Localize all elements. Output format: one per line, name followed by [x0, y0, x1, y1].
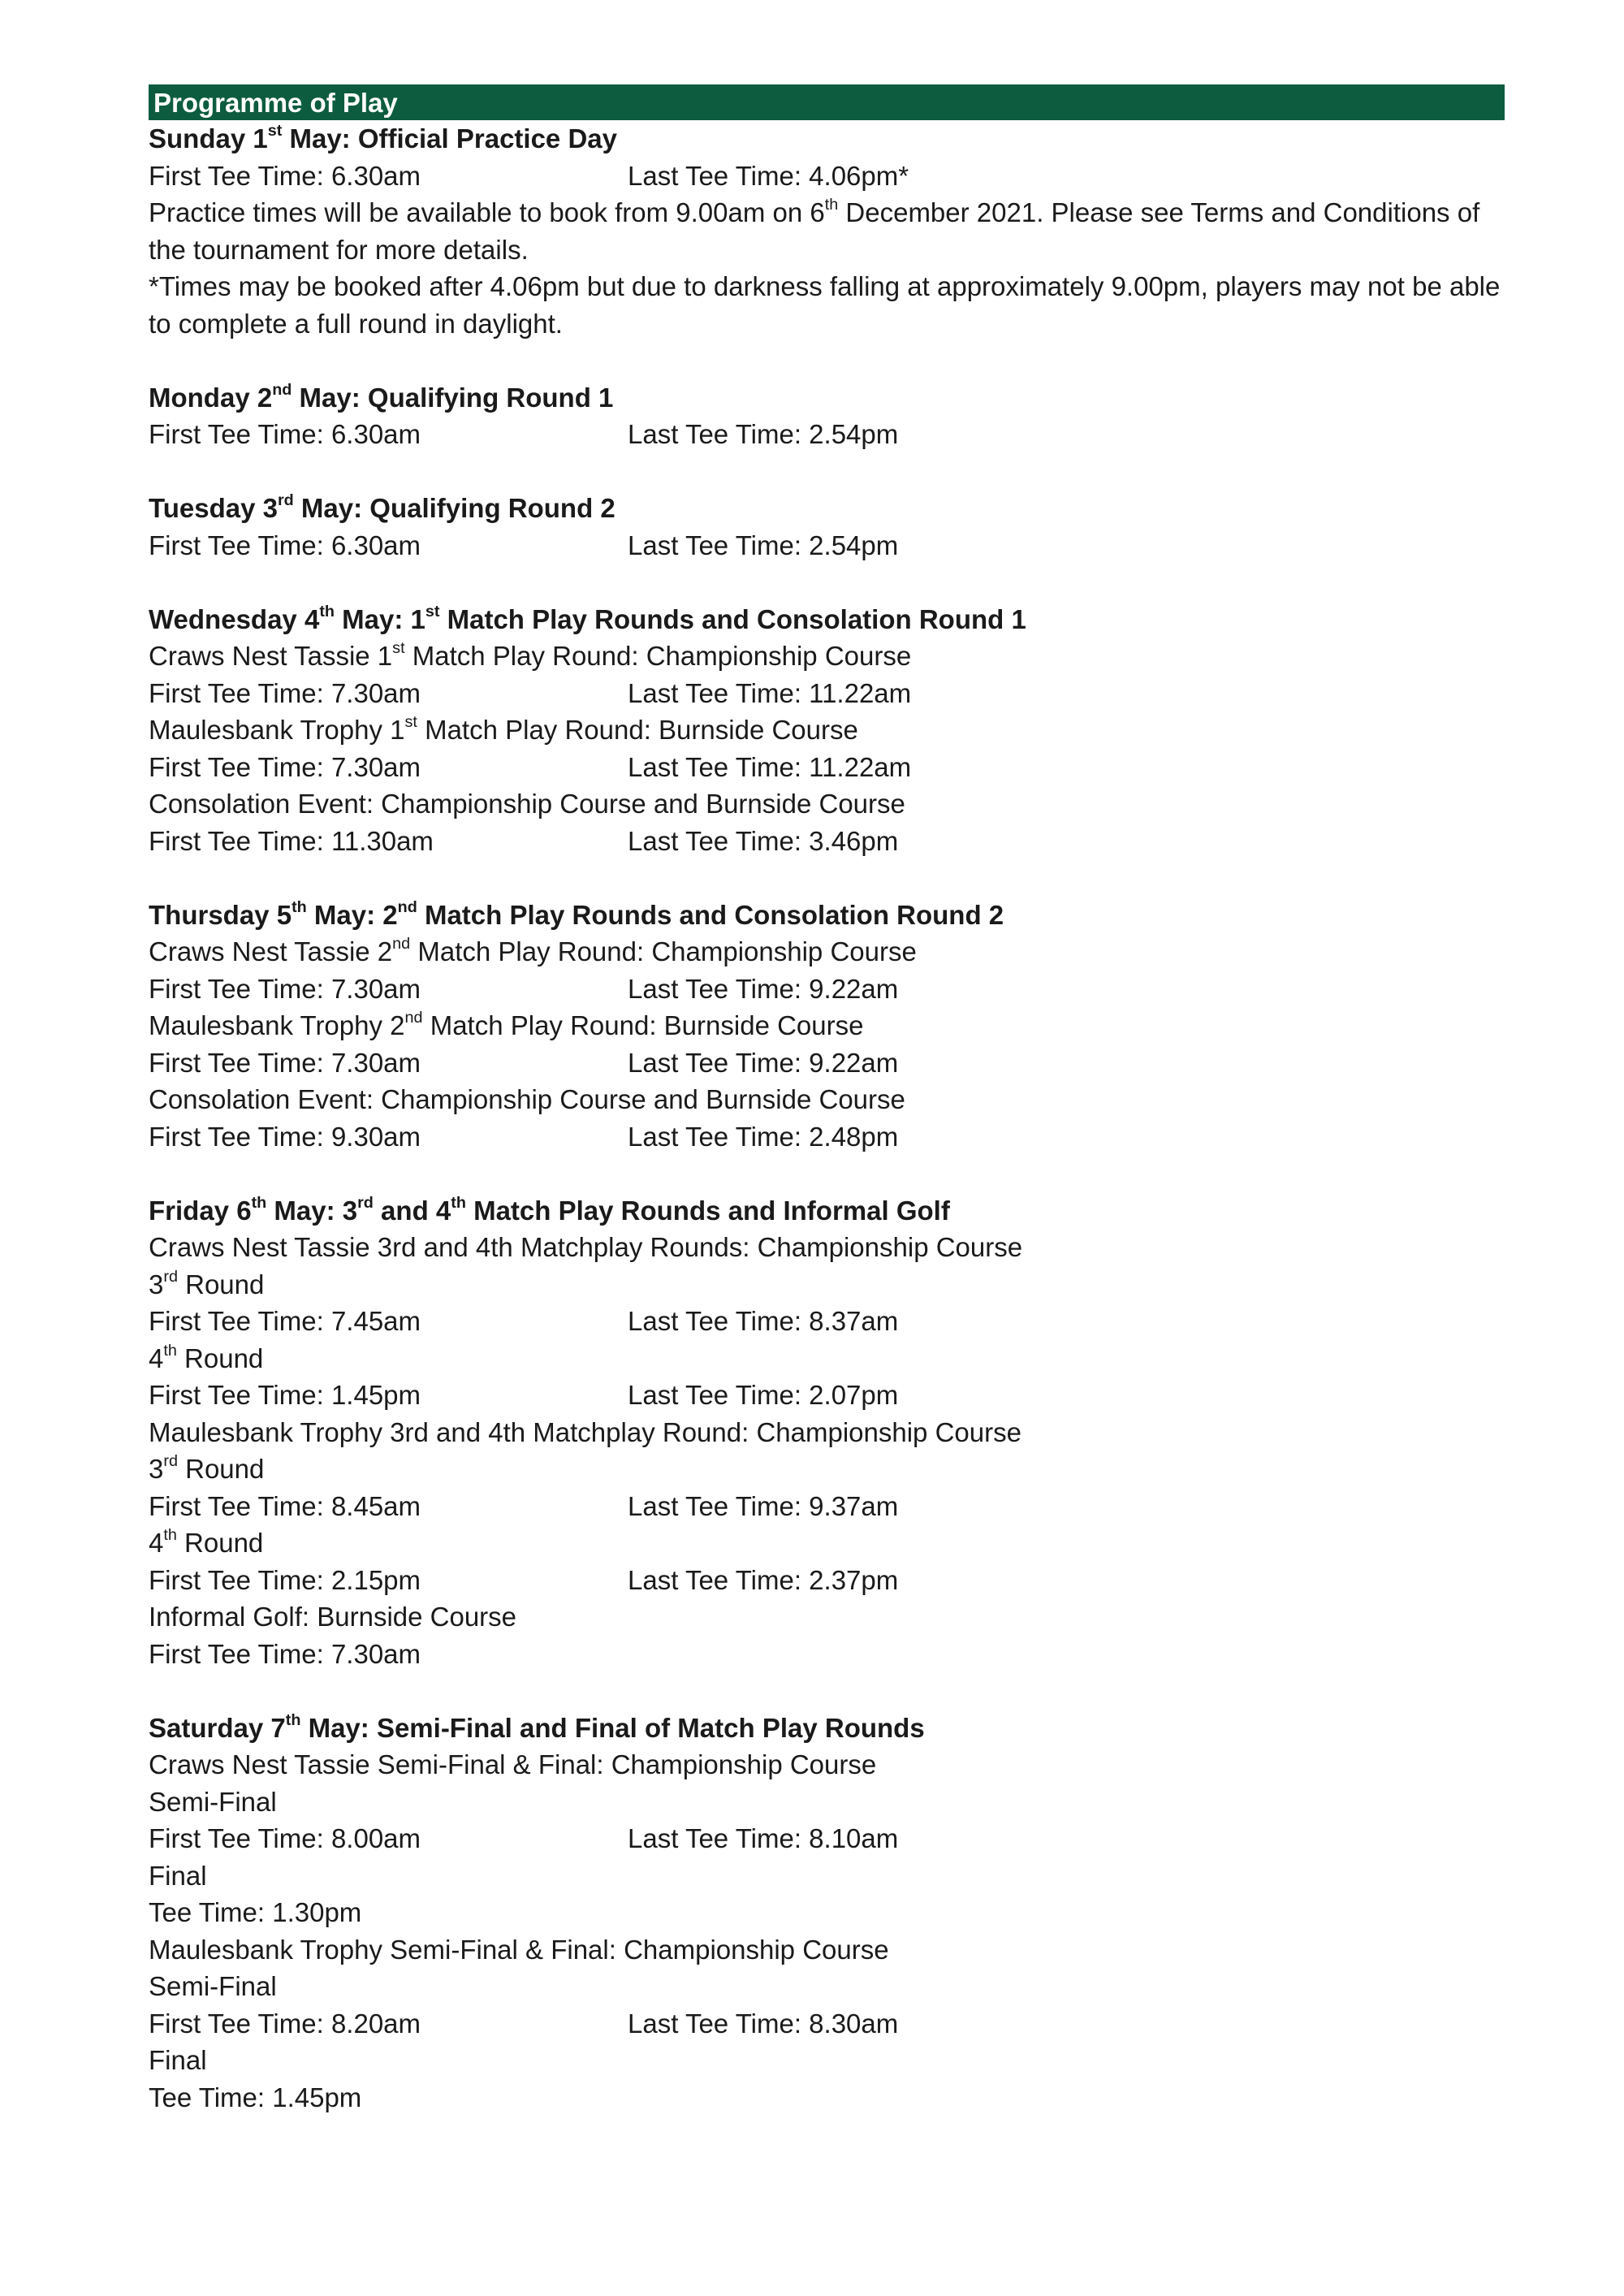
last-tee-time: Last Tee Time: 8.37am: [628, 1306, 899, 1336]
tee-times-row: [149, 527, 1505, 564]
first-tee-time: First Tee Time: 7.45am: [149, 1306, 421, 1336]
last-tee-time: Last Tee Time: 2.07pm: [628, 1380, 899, 1410]
tee-times-row: [149, 1118, 1505, 1156]
tee-times-row: [149, 971, 1505, 1008]
schedule-line: Semi-Final: [149, 1786, 277, 1817]
note-paragraph: Practice times will be available to book from 9.00am on 6th December 2021. Please see Terms and Conditions of the tournament for more details.: [149, 196, 1480, 265]
first-tee-time: First Tee Time: 8.45am: [149, 1490, 421, 1521]
document: [149, 84, 1505, 2116]
schedule-line: Final: [149, 2045, 207, 2075]
spacer: [149, 453, 1505, 491]
last-tee-time: Last Tee Time: 11.22am: [628, 677, 912, 708]
spacer: [149, 1672, 1505, 1710]
spacer: [149, 1155, 1505, 1192]
schedule-line: Tee Time: 1.45pm: [149, 2082, 362, 2112]
last-tee-time: Last Tee Time: 8.30am: [628, 2008, 899, 2039]
first-tee-time: First Tee Time: 7.30am: [149, 1047, 421, 1078]
last-tee-time: Last Tee Time: 9.37am: [628, 1490, 899, 1521]
programme-header: [149, 84, 1505, 120]
schedule-line: Maulesbank Trophy Semi-Final & Final: Championship Course: [149, 1934, 889, 1965]
schedule-line: 3rd Round: [149, 1267, 265, 1299]
tee-times-row: [149, 1044, 1505, 1082]
schedule-line: Maulesbank Trophy 1st Match Play Round: Burnside Course: [149, 713, 858, 745]
tee-times-row: [149, 1488, 1505, 1525]
schedule-line: Consolation Event: Championship Course and Burnside Course: [149, 1084, 905, 1114]
first-tee-time: First Tee Time: 6.30am: [149, 160, 421, 191]
last-tee-time: Last Tee Time: 2.48pm: [628, 1121, 899, 1152]
first-tee-time: First Tee Time: 7.30am: [149, 973, 421, 1004]
first-tee-time: First Tee Time: 7.30am: [149, 751, 421, 782]
schedule-line: Tee Time: 1.30pm: [149, 1897, 362, 1927]
day-heading: Friday 6th May: 3rd and 4th Match Play Rounds and Informal Golf: [149, 1193, 950, 1226]
tee-times-row: [149, 416, 1505, 453]
schedule-line: 3rd Round: [149, 1452, 265, 1484]
last-tee-time: Last Tee Time: 3.46pm: [628, 825, 899, 856]
first-tee-time: First Tee Time: 6.30am: [149, 419, 421, 449]
spacer: [149, 859, 1505, 897]
first-tee-time: First Tee Time: 6.30am: [149, 530, 421, 560]
tee-times-row: [149, 749, 1505, 786]
last-tee-time: Last Tee Time: 8.10am: [628, 1823, 899, 1853]
day-heading: Monday 2nd May: Qualifying Round 1: [149, 380, 614, 413]
tee-times-row: [149, 2005, 1505, 2043]
tee-times-row: [149, 823, 1505, 860]
tee-times-row: [149, 1562, 1505, 1599]
first-tee-time: First Tee Time: 11.30am: [149, 825, 434, 856]
day-heading: Tuesday 3rd May: Qualifying Round 2: [149, 491, 615, 523]
first-tee-time: First Tee Time: 2.15pm: [149, 1564, 421, 1595]
schedule-line: Maulesbank Trophy 3rd and 4th Matchplay Round: Championship Course: [149, 1416, 1021, 1447]
last-tee-time: Last Tee Time: 4.06pm*: [628, 160, 909, 191]
schedule-line: 4th Round: [149, 1341, 264, 1373]
first-tee-time: First Tee Time: 7.30am: [149, 677, 421, 708]
tee-times-row: [149, 1820, 1505, 1857]
day-heading: Wednesday 4th May: 1st Match Play Rounds and Consolation Round 1: [149, 602, 1026, 634]
schedule-line: Craws Nest Tassie 2nd Match Play Round: Championship Course: [149, 935, 917, 966]
tee-times-row: [149, 675, 1505, 712]
schedule-line: Craws Nest Tassie Semi-Final & Final: Championship Course: [149, 1749, 877, 1779]
schedule-line: Craws Nest Tassie 1st Match Play Round: Championship Course: [149, 639, 912, 671]
tee-times-row: [149, 158, 1505, 195]
first-tee-time: First Tee Time: 9.30am: [149, 1121, 421, 1152]
tee-times-row: [149, 1377, 1505, 1414]
programme-title: Programme of Play: [153, 88, 398, 118]
spacer: [149, 342, 1505, 379]
schedule-line: Consolation Event: Championship Course and Burnside Course: [149, 789, 905, 819]
note-paragraph: *Times may be booked after 4.06pm but due to darkness falling at approximately 9.00pm, players may not be able to complete a full round in daylight.: [149, 271, 1501, 339]
last-tee-time: Last Tee Time: 9.22am: [628, 973, 899, 1004]
schedule-line: First Tee Time: 7.30am: [149, 1638, 421, 1669]
last-tee-time: Last Tee Time: 9.22am: [628, 1047, 899, 1078]
schedule-line: Maulesbank Trophy 2nd Match Play Round: Burnside Course: [149, 1009, 864, 1040]
schedule-line: Final: [149, 1860, 207, 1891]
first-tee-time: First Tee Time: 8.20am: [149, 2008, 421, 2039]
day-heading: Saturday 7th May: Semi-Final and Final of Match Play Rounds: [149, 1710, 925, 1743]
schedule-line: Informal Golf: Burnside Course: [149, 1602, 517, 1632]
last-tee-time: Last Tee Time: 11.22am: [628, 751, 912, 782]
spacer: [149, 564, 1505, 601]
first-tee-time: First Tee Time: 8.00am: [149, 1823, 421, 1853]
tee-times-row: [149, 1303, 1505, 1340]
day-heading: Thursday 5th May: 2nd Match Play Rounds and Consolation Round 2: [149, 897, 1004, 930]
day-heading: Sunday 1st May: Official Practice Day: [149, 122, 617, 153]
last-tee-time: Last Tee Time: 2.54pm: [628, 530, 899, 560]
last-tee-time: Last Tee Time: 2.54pm: [628, 419, 899, 449]
schedule-line: Craws Nest Tassie 3rd and 4th Matchplay Rounds: Championship Course: [149, 1232, 1023, 1262]
last-tee-time: Last Tee Time: 2.37pm: [628, 1564, 899, 1595]
first-tee-time: First Tee Time: 1.45pm: [149, 1380, 421, 1410]
schedule-line: Semi-Final: [149, 1971, 277, 2001]
schedule-line: 4th Round: [149, 1526, 264, 1558]
schedule-body: [149, 120, 1505, 2116]
